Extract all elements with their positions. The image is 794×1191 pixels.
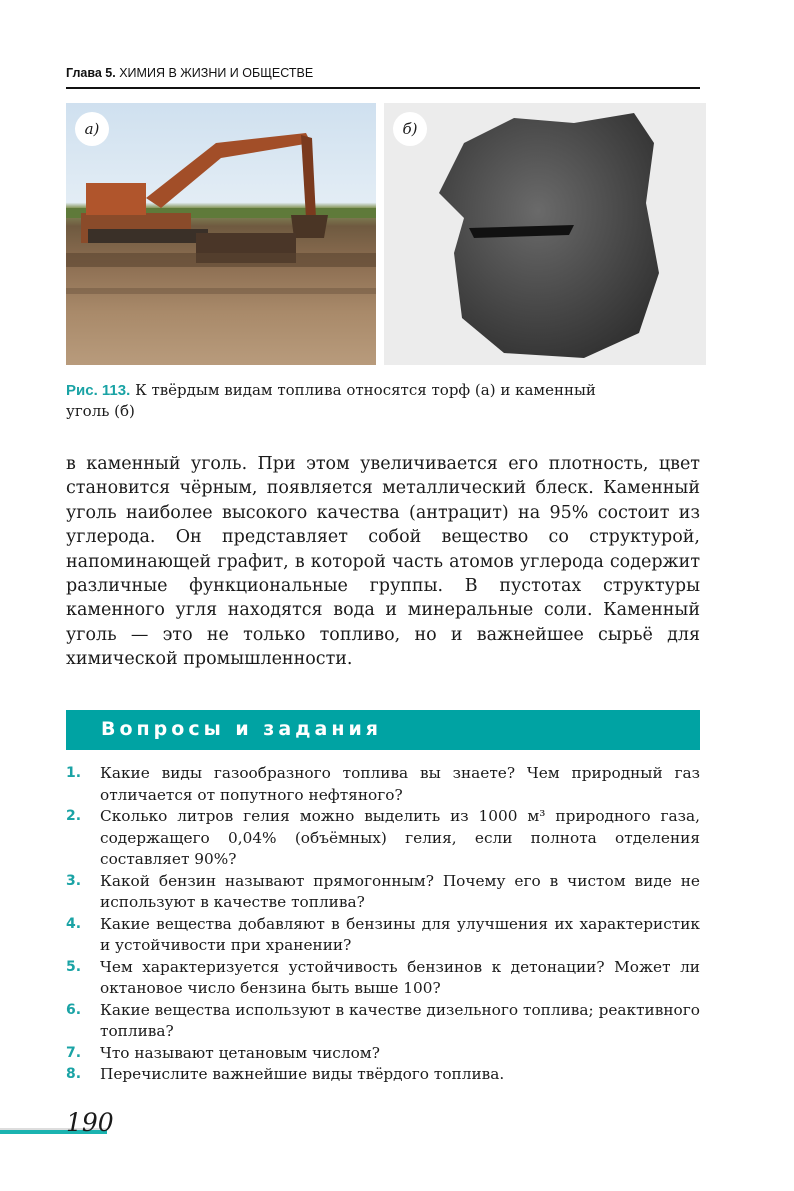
question-text: Какие виды газообразного топлива вы знаете? Чем природный газ отличается от попутного нефтяного? — [100, 764, 700, 804]
running-header — [66, 66, 700, 80]
question-item — [66, 871, 700, 914]
question-text: Какой бензин называют прямогонным? Почему его в чистом виде не используют в качестве топлива? — [100, 871, 700, 911]
question-text: Какие вещества используют в качестве дизельного топлива; реактивного топлива? — [100, 1000, 700, 1040]
question-item — [66, 957, 700, 1000]
section-title: Вопросы и задания — [101, 718, 382, 740]
peat-excavation-photo — [66, 103, 376, 365]
question-number: 8. — [66, 1066, 82, 1082]
figure-label-b: б) — [393, 112, 427, 146]
question-item — [66, 763, 700, 806]
question-number: 2. — [66, 808, 82, 824]
question-number: 6. — [66, 1001, 82, 1018]
question-item — [66, 914, 700, 957]
question-number: 3. — [66, 872, 82, 889]
figure-caption — [66, 380, 626, 421]
section-banner — [66, 710, 700, 750]
coal-illustration — [384, 103, 706, 365]
question-item — [66, 1043, 700, 1065]
figure-caption-text: К твёрдым видам топлива относятся торф (а) и каменный уголь (б) — [66, 381, 596, 420]
question-number: 4. — [66, 915, 82, 932]
body-paragraph: в каменный уголь. При этом увеличивается его плотность, цвет становится чёрным, появляется металлический блеск. Каменный уголь наиболее высокого качества (антрацит) на 95% состоит из углерода. Он представляет собой вещество со структурой, напоминающей графит, в которой часть атомов углерода содержит различные функциональные группы. В пустотах структуры каменного угля находятся вода и минеральные соли. Каменный уголь — это не только топливо, но и важнейшее сырьё для химической промышленности. — [66, 454, 700, 670]
question-text: Что называют цетановым числом? — [100, 1043, 380, 1062]
chapter-number: Глава 5. — [66, 66, 116, 80]
question-number: 5. — [66, 958, 82, 975]
question-number: 7. — [66, 1044, 82, 1061]
question-number: 1. — [66, 765, 82, 781]
figure-number: Рис. 113. — [66, 382, 131, 399]
question-item — [66, 806, 700, 871]
chapter-title: ХИМИЯ В ЖИЗНИ И ОБЩЕСТВЕ — [119, 66, 314, 80]
header-rule — [66, 87, 700, 89]
coal-photo — [384, 103, 706, 365]
figure-label-a: а) — [75, 112, 109, 146]
excavator-illustration — [66, 103, 376, 365]
question-text: Чем характеризуется устойчивость бензинов к детонации? Может ли октановое число бензина быть выше 100? — [100, 957, 700, 997]
question-text: Сколько литров гелия можно выделить из 1000 м³ природного газа, содержащего 0,04% (объёмных) гелия, если полнота отделения составляет 90%? — [100, 807, 700, 868]
question-item — [66, 1000, 700, 1043]
questions-list — [66, 763, 700, 1086]
question-text: Перечислите важнейшие виды твёрдого топлива. — [100, 1065, 505, 1083]
question-text: Какие вещества добавляют в бензины для улучшения их характеристик и устойчивости при хранении? — [100, 914, 700, 954]
page-number: 190 — [66, 1108, 114, 1137]
question-item — [66, 1064, 700, 1086]
